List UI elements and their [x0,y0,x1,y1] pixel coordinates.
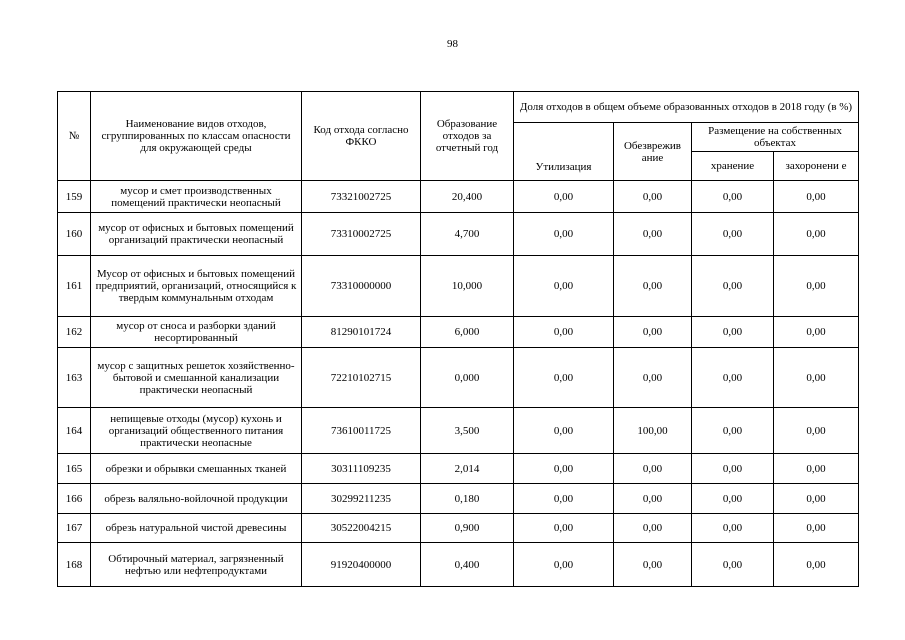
burial-value: 0,00 [774,317,859,348]
row-num: 161 [58,256,91,317]
neutralization-value: 0,00 [614,514,692,543]
utilization-value: 0,00 [514,213,614,256]
header-utilization: Утилизация [514,123,614,181]
burial-value: 0,00 [774,181,859,213]
waste-name: обрезь натуральной чистой древесины [91,514,302,543]
burial-value: 0,00 [774,408,859,454]
waste-code: 30522004215 [302,514,421,543]
table-row [58,348,859,408]
table-row [58,256,859,317]
neutralization-value: 0,00 [614,348,692,408]
header-code: Код отхода согласно ФККО [302,92,421,181]
waste-code: 73310000000 [302,256,421,317]
neutralization-value: 0,00 [614,256,692,317]
formation-value: 0,000 [421,348,514,408]
waste-name: мусор и смет производственных помещений практически неопасный [91,181,302,213]
formation-value: 0,400 [421,543,514,587]
row-num: 167 [58,514,91,543]
storage-value: 0,00 [692,256,774,317]
formation-value: 6,000 [421,317,514,348]
neutralization-value: 0,00 [614,454,692,484]
burial-value: 0,00 [774,514,859,543]
waste-code: 72210102715 [302,348,421,408]
row-num: 164 [58,408,91,454]
neutralization-value: 100,00 [614,408,692,454]
waste-name: мусор от офисных и бытовых помещений организаций практически неопасный [91,213,302,256]
storage-value: 0,00 [692,514,774,543]
table-row [58,543,859,587]
table-row [58,484,859,514]
table-row [58,454,859,484]
neutralization-value: 0,00 [614,484,692,514]
waste-code: 30311109235 [302,454,421,484]
formation-value: 10,000 [421,256,514,317]
utilization-value: 0,00 [514,181,614,213]
utilization-value: 0,00 [514,317,614,348]
header-share: Доля отходов в общем объеме образованных отходов в 2018 году (в %) [514,92,859,123]
row-num: 159 [58,181,91,213]
header-placement: Размещение на собственных объектах [692,123,859,152]
utilization-value: 0,00 [514,408,614,454]
waste-name: мусор с защитных решеток хозяйственно-бытовой и смешанной канализации практически неопасный [91,348,302,408]
formation-value: 0,900 [421,514,514,543]
waste-name: Мусор от офисных и бытовых помещений предприятий, организаций, относящийся к твердым коммунальным отходам [91,256,302,317]
utilization-value: 0,00 [514,484,614,514]
utilization-value: 0,00 [514,256,614,317]
waste-name: обрезь валяльно-войлочной продукции [91,484,302,514]
waste-code: 91920400000 [302,543,421,587]
storage-value: 0,00 [692,317,774,348]
storage-value: 0,00 [692,213,774,256]
burial-value: 0,00 [774,484,859,514]
waste-name: обрезки и обрывки смешанных тканей [91,454,302,484]
storage-value: 0,00 [692,181,774,213]
formation-value: 20,400 [421,181,514,213]
utilization-value: 0,00 [514,543,614,587]
burial-value: 0,00 [774,256,859,317]
storage-value: 0,00 [692,454,774,484]
waste-name: Обтирочный материал, загрязненный нефтью или нефтепродуктами [91,543,302,587]
page-number: 98 [447,38,458,50]
formation-value: 4,700 [421,213,514,256]
neutralization-value: 0,00 [614,181,692,213]
waste-code: 73610011725 [302,408,421,454]
waste-table [57,91,859,587]
row-num: 163 [58,348,91,408]
header-name: Наименование видов отходов, сгруппированных по классам опасности для окружающей среды [91,92,302,181]
storage-value: 0,00 [692,484,774,514]
header-neutralization: Обезврежив ание [614,123,692,181]
table-row [58,213,859,256]
storage-value: 0,00 [692,543,774,587]
burial-value: 0,00 [774,454,859,484]
row-num: 160 [58,213,91,256]
burial-value: 0,00 [774,213,859,256]
row-num: 162 [58,317,91,348]
header-num: № [58,92,91,181]
formation-value: 0,180 [421,484,514,514]
waste-code: 73321002725 [302,181,421,213]
storage-value: 0,00 [692,408,774,454]
utilization-value: 0,00 [514,514,614,543]
header-formation: Образование отходов за отчетный год [421,92,514,181]
row-num: 165 [58,454,91,484]
utilization-value: 0,00 [514,348,614,408]
burial-value: 0,00 [774,543,859,587]
table-row [58,408,859,454]
row-num: 166 [58,484,91,514]
waste-code: 30299211235 [302,484,421,514]
neutralization-value: 0,00 [614,543,692,587]
row-num: 168 [58,543,91,587]
formation-value: 2,014 [421,454,514,484]
utilization-value: 0,00 [514,454,614,484]
waste-code: 73310002725 [302,213,421,256]
table-row [58,317,859,348]
neutralization-value: 0,00 [614,213,692,256]
waste-code: 81290101724 [302,317,421,348]
header-burial: захоронени е [774,152,859,181]
waste-name: мусор от сноса и разборки зданий несортированный [91,317,302,348]
table-row [58,514,859,543]
storage-value: 0,00 [692,348,774,408]
burial-value: 0,00 [774,348,859,408]
table-row [58,181,859,213]
neutralization-value: 0,00 [614,317,692,348]
waste-name: непищевые отходы (мусор) кухонь и организаций общественного питания практически неопасные [91,408,302,454]
header-storage: хранение [692,152,774,181]
formation-value: 3,500 [421,408,514,454]
